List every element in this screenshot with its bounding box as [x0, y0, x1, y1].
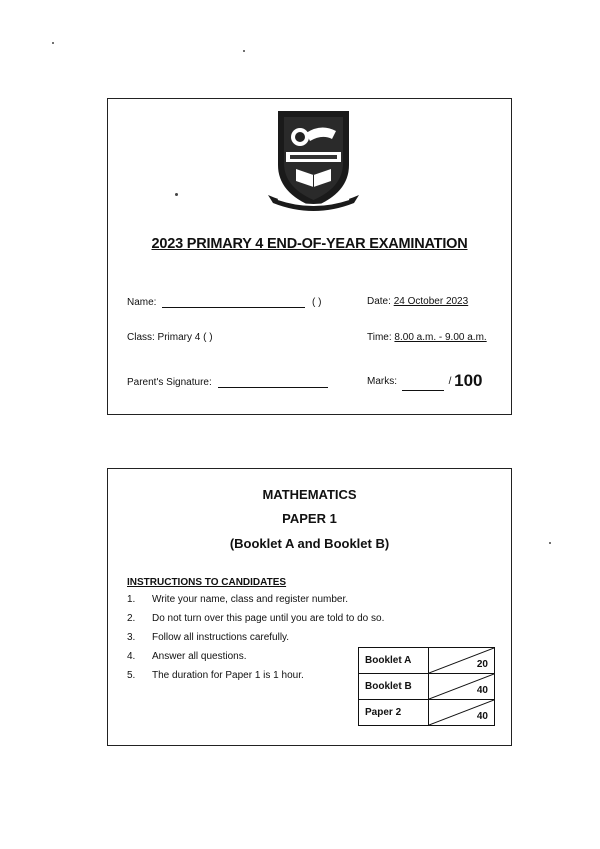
- time-field: [367, 332, 487, 343]
- table-row: [359, 648, 495, 674]
- booklets-label: (Booklet A and Booklet B): [229, 536, 390, 551]
- name-field: [127, 296, 321, 308]
- signature-line[interactable]: [218, 376, 328, 388]
- exam-title: 2023 PRIMARY 4 END-OF-YEAR EXAMINATION: [151, 236, 468, 252]
- class-label: Class: Primary 4 ( ): [127, 332, 213, 343]
- booklet-a-label: Booklet A: [359, 648, 429, 674]
- instruction-item: 3. Follow all instructions carefully.: [127, 632, 290, 643]
- subject-title: MATHEMATICS: [262, 487, 357, 502]
- marks-slash: /: [448, 376, 452, 387]
- paper-name: PAPER 1: [282, 511, 337, 526]
- signature-label: Parent's Signature:: [127, 377, 212, 388]
- name-line[interactable]: [162, 296, 305, 308]
- booklet-a-score-cell[interactable]: [429, 648, 495, 674]
- paper-2-max: 40: [476, 711, 488, 722]
- paper-2-score-cell[interactable]: [429, 700, 495, 726]
- paper-details-box: [107, 468, 512, 746]
- signature-field: [127, 376, 328, 388]
- booklet-b-score-cell[interactable]: [429, 674, 495, 700]
- marks-table: [358, 647, 495, 726]
- cover-box: [107, 98, 512, 415]
- instruction-item: 5. The duration for Paper 1 is 1 hour.: [127, 670, 304, 681]
- time-label: Time:: [367, 332, 392, 343]
- scan-speck: [52, 42, 54, 44]
- booklet-b-max: 40: [476, 685, 488, 696]
- table-row: [359, 700, 495, 726]
- marks-field: [367, 371, 483, 391]
- time-value: 8.00 a.m. - 9.00 a.m.: [394, 332, 487, 343]
- scan-speck: [549, 542, 551, 544]
- date-value: 24 October 2023: [393, 296, 469, 307]
- date-label: Date:: [367, 296, 391, 307]
- scan-speck: [243, 50, 245, 52]
- booklet-a-max: 20: [476, 659, 488, 670]
- marks-total: 100: [454, 371, 483, 390]
- instruction-item: 1. Write your name, class and register number.: [127, 594, 349, 605]
- marks-line[interactable]: [402, 379, 444, 391]
- marks-label: Marks:: [367, 376, 397, 387]
- class-field: [127, 332, 213, 343]
- instruction-item: 2. Do not turn over this page until you are told to do so.: [127, 613, 385, 624]
- register-brackets: ( ): [312, 297, 322, 308]
- booklet-b-label: Booklet B: [359, 674, 429, 700]
- paper-2-label: Paper 2: [359, 700, 429, 726]
- instruction-item: 4. Answer all questions.: [127, 651, 247, 662]
- date-field: [367, 296, 468, 307]
- instructions-heading: INSTRUCTIONS TO CANDIDATES: [127, 577, 287, 588]
- name-label: Name:: [127, 297, 157, 308]
- instructions-list: [127, 594, 384, 689]
- table-row: [359, 674, 495, 700]
- school-crest-icon: [266, 107, 361, 212]
